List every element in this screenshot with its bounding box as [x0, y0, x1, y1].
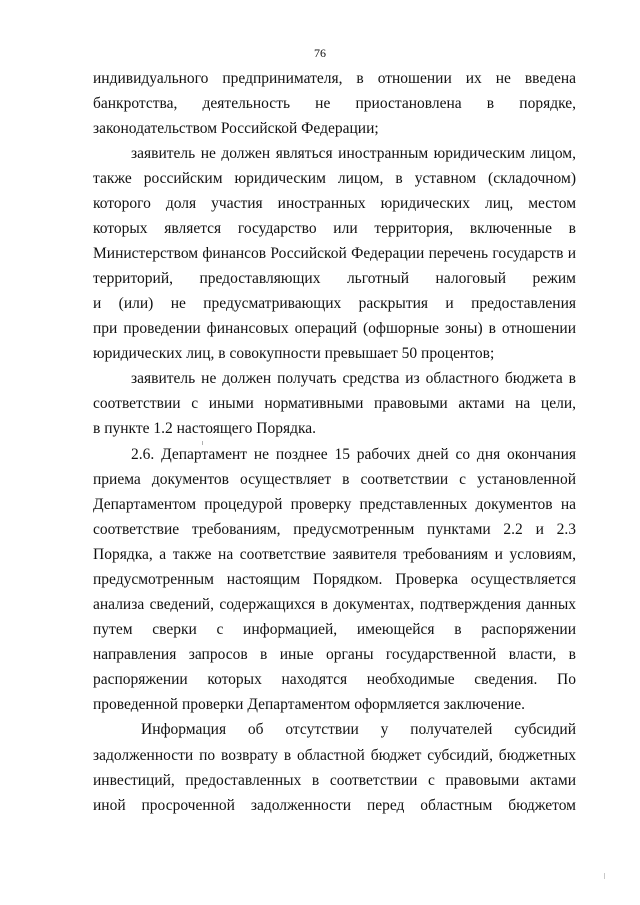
page-number: 76: [314, 46, 326, 60]
text-line: которого доля участия иностранных юридических лиц, местом: [93, 195, 576, 212]
text-line: распоряжении которых находятся необходимые сведения. По: [93, 671, 576, 688]
text-line: инвестиций, предоставленных в соответствии с правовыми актами: [93, 772, 576, 789]
text-line: индивидуального предпринимателя, в отношении их не введена: [93, 70, 576, 87]
text-line: в пункте 1.2 настоящего Порядка.: [93, 420, 317, 437]
text-line: территорий, предоставляющих льготный налоговый режим: [93, 270, 576, 287]
text-line: Порядка, а также на соответствие заявителя требованиям и условиям,: [93, 546, 576, 563]
text-line: заявитель не должен получать средства из областного бюджета в: [131, 370, 576, 387]
text-line: юридических лиц, в совокупности превышает 50 процентов;: [93, 345, 495, 362]
text-line: которых является государство или территория, включенные в: [93, 220, 576, 237]
text-line: приема документов осуществляет в соответствии с установленной: [93, 471, 576, 488]
text-line: соответствии с иными нормативными правовыми актами на цели,: [93, 395, 576, 412]
text-line: и (или) не предусматривающих раскрытия и предоставления: [93, 295, 576, 312]
scan-speck: [202, 441, 203, 445]
text-line: законодательством Российской Федерации;: [93, 120, 379, 137]
text-line: при проведении финансовых операций (офшорные зоны) в отношении: [93, 320, 576, 337]
text-line: направления запросов в иные органы государственной власти, в: [93, 646, 576, 663]
text-line: Информация об отсутствии у получателей субсидий: [141, 721, 576, 738]
text-line: банкротства, деятельность не приостановлена в порядке,: [93, 95, 576, 112]
text-line: путем сверки с информацией, имеющейся в распоряжении: [93, 621, 576, 638]
text-line: предусмотренным настоящим Порядком. Проверка осуществляется: [93, 571, 576, 588]
text-line: иной просроченной задолженности перед областным бюджетом: [93, 797, 576, 814]
text-line: также российским юридическим лицом, в уставном (складочном): [93, 170, 576, 187]
text-line: Департаментом процедурой проверку представленных документов на: [93, 496, 576, 513]
text-line: заявитель не должен являться иностранным юридическим лицом,: [131, 145, 576, 162]
scan-mark: [604, 873, 605, 879]
text-line: соответствие требованиям, предусмотренным пунктами 2.2 и 2.3: [93, 521, 576, 538]
text-line: 2.6. Департамент не позднее 15 рабочих дней со дня окончания: [131, 446, 576, 463]
text-line: проведенной проверки Департаментом оформляется заключение.: [93, 696, 525, 713]
text-line: анализа сведений, содержащихся в документах, подтверждения данных: [93, 596, 576, 613]
text-line: задолженности по возврату в областной бюджет субсидий, бюджетных: [93, 747, 576, 764]
text-line: Министерством финансов Российской Федерации перечень государств и: [93, 245, 576, 262]
